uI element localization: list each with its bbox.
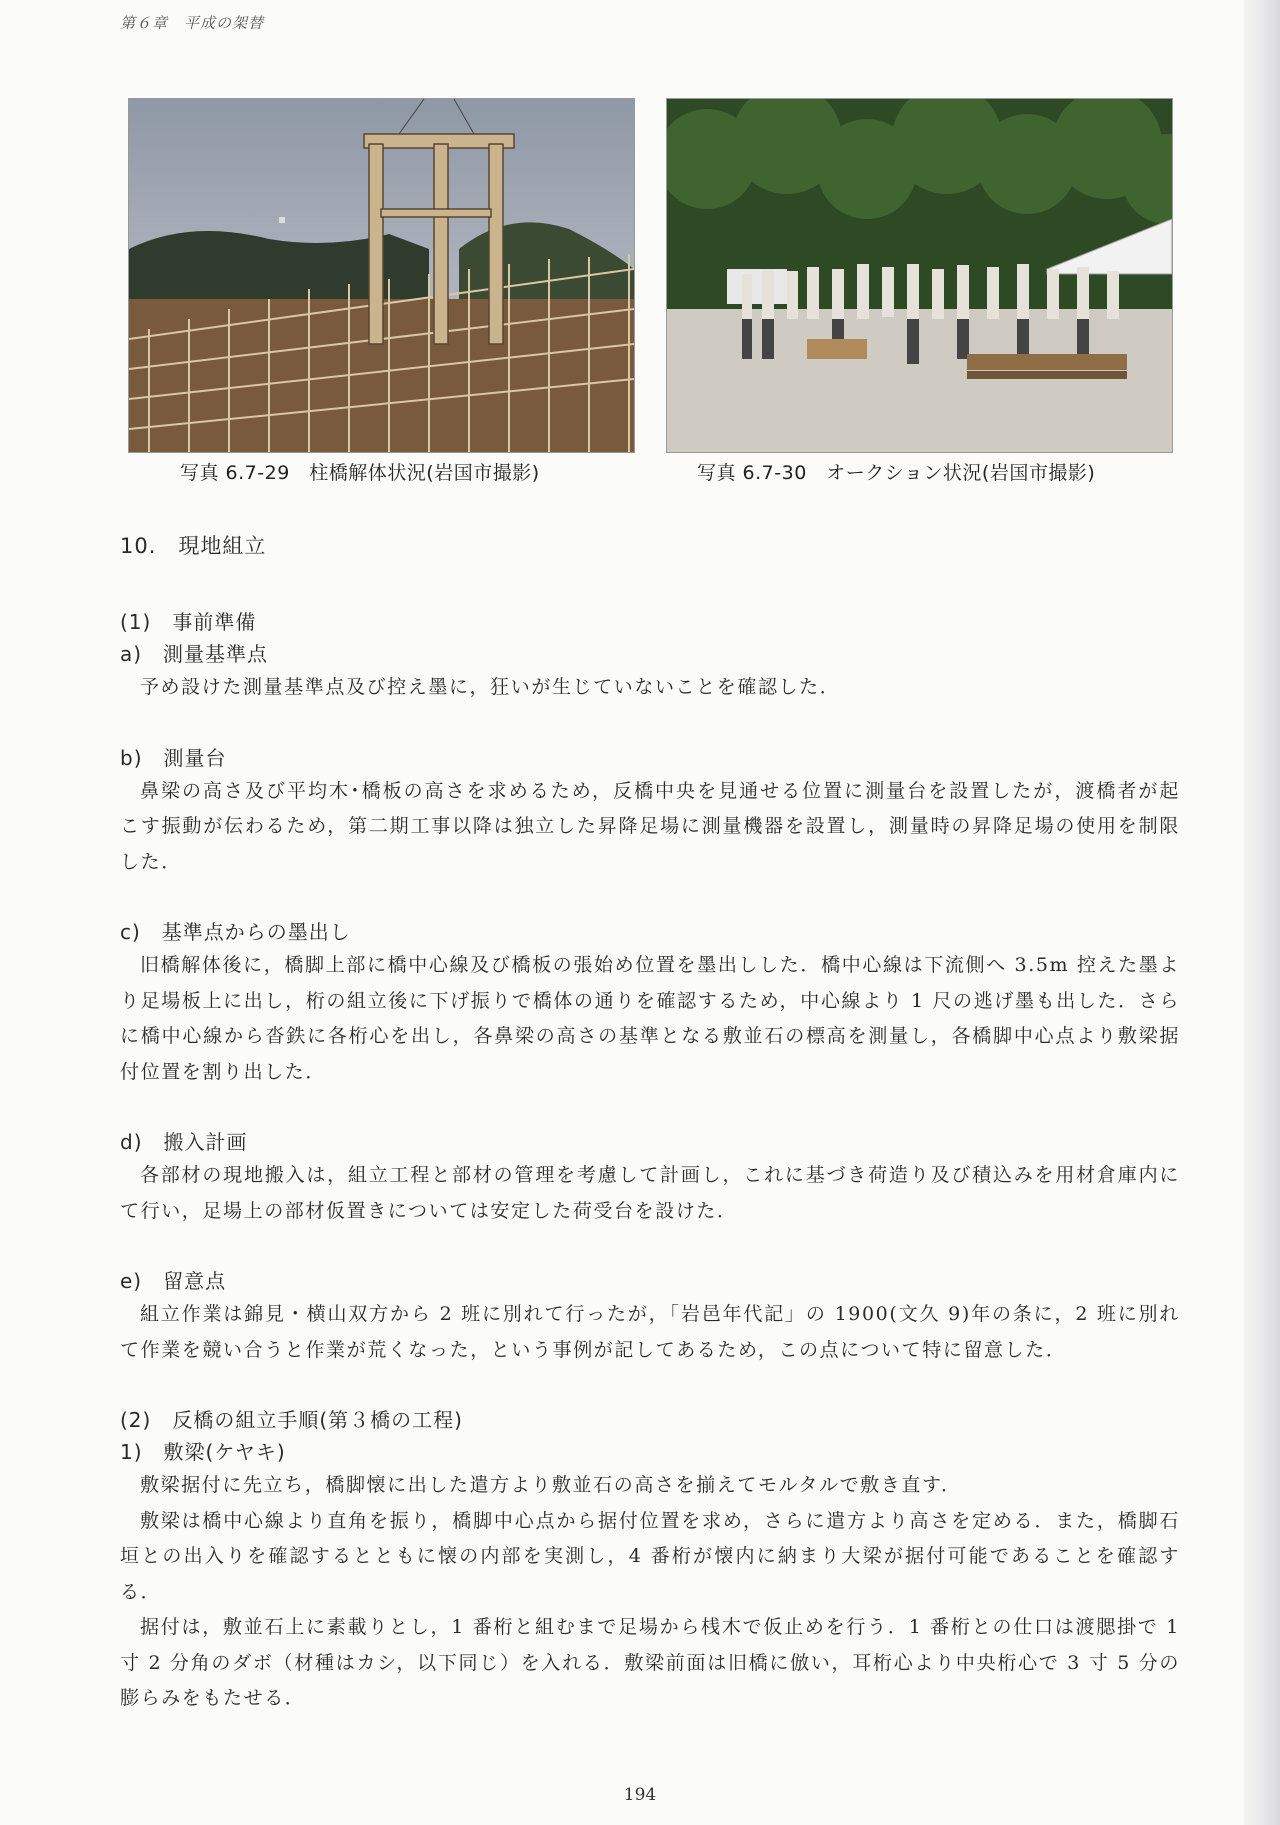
photo-caption-1: 写真 6.7-29 柱橋解体状況(岩国市撮影) (180, 462, 540, 484)
item-title: e) 留意点 (120, 1269, 227, 1293)
paragraph: 敷梁は橋中心線より直角を振り，橋脚中心点から据付位置を求め，さらに遣方より高さを定める．また，橋脚石垣との出入りを確認するとともに懐の内部を実測し，4 番桁が懐内に納まり大梁が据付可能であることを確認する． (120, 1509, 1180, 1603)
item-title: c) 基準点からの墨出し (120, 920, 351, 944)
part-title: (2) 反橋の組立手順(第３橋の工程) (120, 1408, 463, 1432)
body-content (120, 530, 1180, 1717)
page-edge (1244, 0, 1280, 1825)
photo-auction-crowd (666, 98, 1173, 453)
photo-bridge-dismantling (128, 98, 635, 453)
paragraph: 組立作業は錦見・横山双方から 2 班に別れて行ったが，「岩邑年代記」の 1900(文久 9)年の条に，2 班に別れて作業を競い合うと作業が荒くなった，という事例が記してあるため，この点について特に留意した． (120, 1303, 1180, 1361)
paragraph: 鼻梁の高さ及び平均木･橋板の高さを求めるため，反橋中央を見通せる位置に測量台を設置したが，渡橋者が起こす振動が伝わるため，第二期工事以降は独立した昇降足場に測量機器を設置し，測量時の昇降足場の使用を制限した． (120, 779, 1180, 873)
paragraph: 敷梁据付に先立ち，橋脚懐に出した遣方より敷並石の高さを揃えてモルタルで敷き直す． (139, 1474, 962, 1496)
scaffolding-image (129, 99, 634, 452)
paragraph: 各部材の現地搬入は，組立工程と部材の管理を考慮して計画し，これに基づき荷造り及び積込みを用材倉庫内にて行い，足場上の部材仮置きについては安定した荷受台を設けた． (120, 1164, 1180, 1222)
auction-image (667, 99, 1172, 452)
paragraph: 据付は，敷並石上に素載りとし，1 番桁と組むまで足場から桟木で仮止めを行う．1 番桁との仕口は渡腮掛で 1 寸 2 分角のダボ（材種はカシ，以下同じ）を入れる．敷梁前面は旧橋に倣い，耳桁心より中央桁心で 3 寸 5 分の膨らみをもたせる． (120, 1616, 1180, 1709)
paragraph: 予め設けた測量基準点及び控え墨に，狂いが生じていないことを確認した． (139, 676, 841, 698)
photo-caption-2: 写真 6.7-30 オークション状況(岩国市撮影) (697, 462, 1096, 484)
section-title: 10. 現地組立 (120, 534, 267, 558)
page-number: 194 (623, 1785, 657, 1805)
item-title: 1) 敷梁(ケヤキ) (120, 1440, 286, 1464)
part-title: (1) 事前準備 (120, 610, 257, 634)
item-title: d) 搬入計画 (120, 1130, 248, 1154)
item-title: b) 測量台 (120, 745, 227, 770)
item-title: a) 測量基準点 (120, 642, 269, 666)
running-head: 第６章 平成の架替 (120, 14, 265, 32)
paragraph: 旧橋解体後に，橋脚上部に橋中心線及び橋板の張始め位置を墨出しした．橋中心線は下流側へ 3.5m 控えた墨より足場板上に出し，桁の組立後に下げ振りで橋体の通りを確認するため，中心線より 1 尺の逃げ墨も出した．さらに橋中心線から沓鉄に各桁心を出し，各鼻梁の高さの基準となる敷並石の標高を測量し，各橋脚中心点より敷梁据付位置を割り出した． (120, 954, 1180, 1083)
